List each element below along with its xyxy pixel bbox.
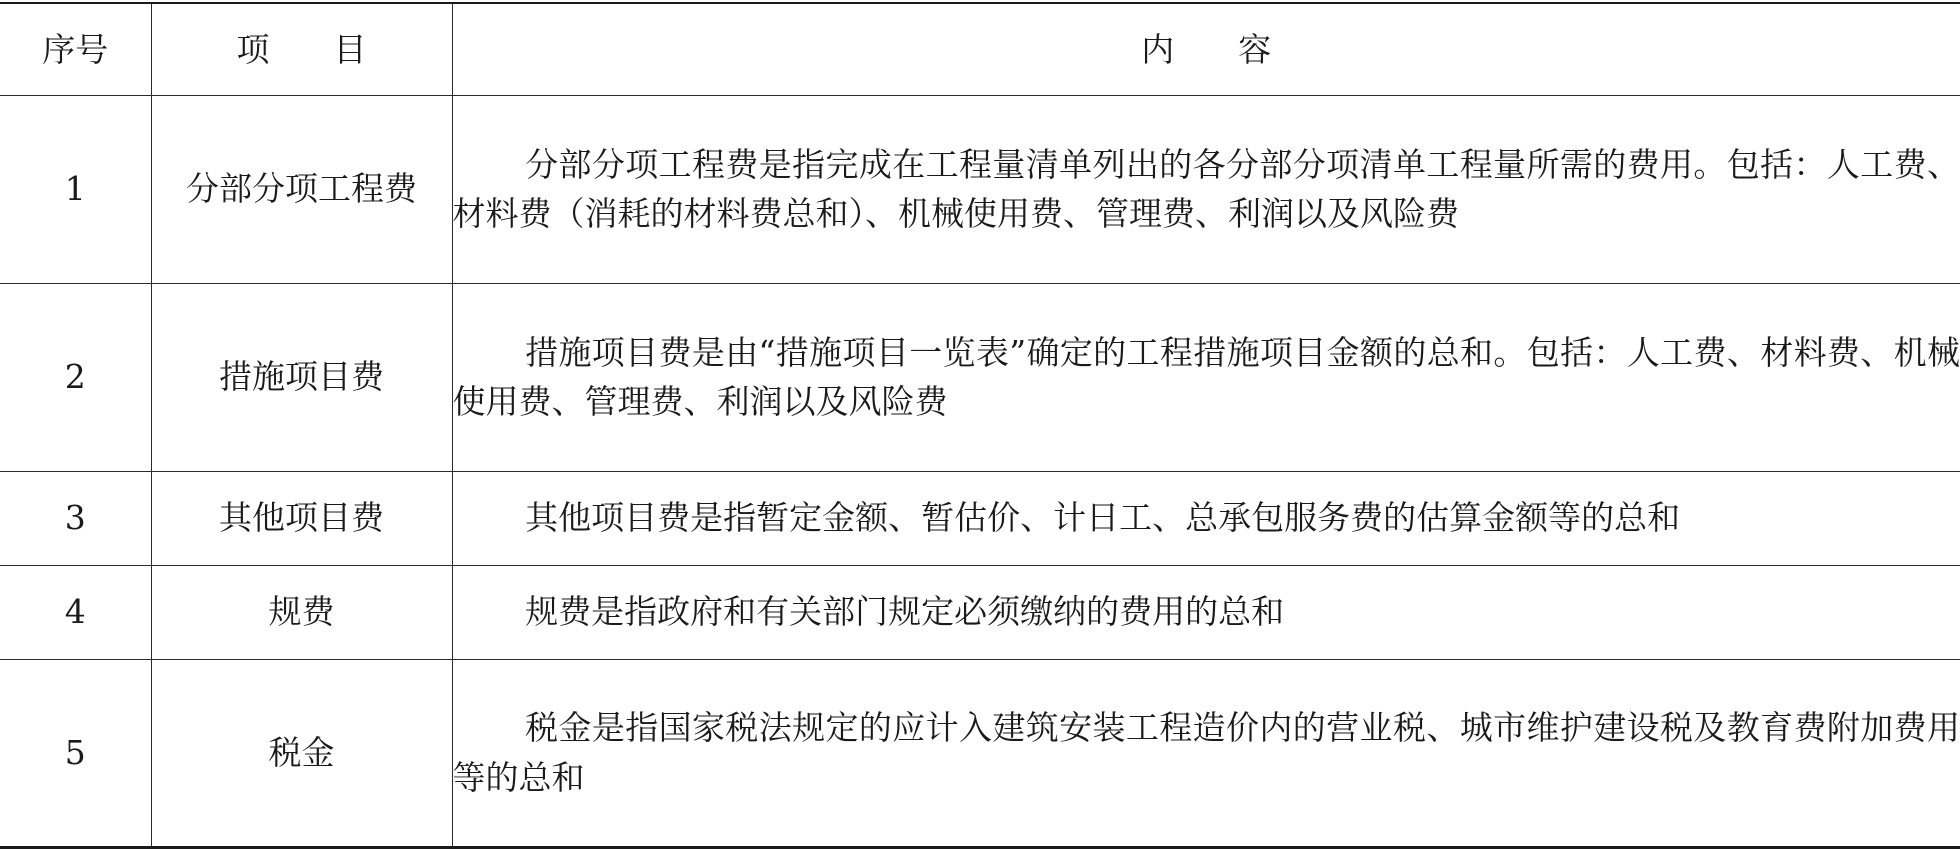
row-content: 规费是指政府和有关部门规定必须缴纳的费用的总和 [525, 592, 1285, 632]
row-no: 2 [64, 357, 86, 397]
row-item-cell [151, 95, 452, 283]
row-no-cell [0, 95, 151, 283]
header-no [0, 3, 151, 95]
header-no-label: 序号 [42, 29, 109, 69]
row-item: 税金 [268, 732, 335, 772]
row-item: 其他项目费 [219, 498, 384, 538]
row-no-cell [0, 283, 151, 471]
row-item-cell [151, 565, 452, 659]
table-row [0, 471, 1960, 565]
table-row [0, 565, 1960, 659]
row-content-cell [452, 471, 1960, 565]
table-row [0, 95, 1960, 283]
row-no: 1 [64, 169, 86, 209]
row-item-cell [151, 659, 452, 847]
header-item-label-part2: 目 [333, 29, 367, 69]
row-item: 规费 [268, 592, 335, 632]
row-content: 税金是指国家税法规定的应计入建筑安装工程造价内的营业税、城市维护建设税及教育费附加费用等的总和 [452, 708, 1960, 797]
row-no: 5 [64, 732, 86, 772]
row-content: 分部分项工程费是指完成在工程量清单列出的各分部分项清单工程量所需的费用。包括：人工费、材料费（消耗的材料费总和）、机械使用费、管理费、利润以及风险费 [452, 144, 1960, 233]
row-no: 4 [64, 592, 86, 632]
header-content-label-part2: 容 [1238, 29, 1272, 69]
row-item-cell [151, 283, 452, 471]
table-row [0, 283, 1960, 471]
row-content-cell [452, 659, 1960, 847]
row-content-cell [452, 95, 1960, 283]
row-item: 措施项目费 [219, 357, 384, 397]
header-item-label-part1: 项 [236, 29, 270, 69]
row-no-cell [0, 471, 151, 565]
row-no-cell [0, 659, 151, 847]
row-item-cell [151, 471, 452, 565]
row-content-cell [452, 565, 1960, 659]
row-item: 分部分项工程费 [186, 169, 417, 209]
header-content [452, 3, 1960, 95]
row-content-cell [452, 283, 1960, 471]
row-content: 措施项目费是由“措施项目一览表”确定的工程措施项目金额的总和。包括：人工费、材料费、机械使用费、管理费、利润以及风险费 [452, 332, 1960, 421]
header-content-label-part1: 内 [1141, 29, 1175, 69]
row-content: 其他项目费是指暂定金额、暂估价、计日工、总承包服务费的估算金额等的总和 [525, 498, 1681, 538]
fee-composition-table [0, 2, 1960, 849]
table-row [0, 659, 1960, 847]
header-item [151, 3, 452, 95]
table-header-row [0, 3, 1960, 95]
row-no: 3 [64, 498, 86, 538]
row-no-cell [0, 565, 151, 659]
